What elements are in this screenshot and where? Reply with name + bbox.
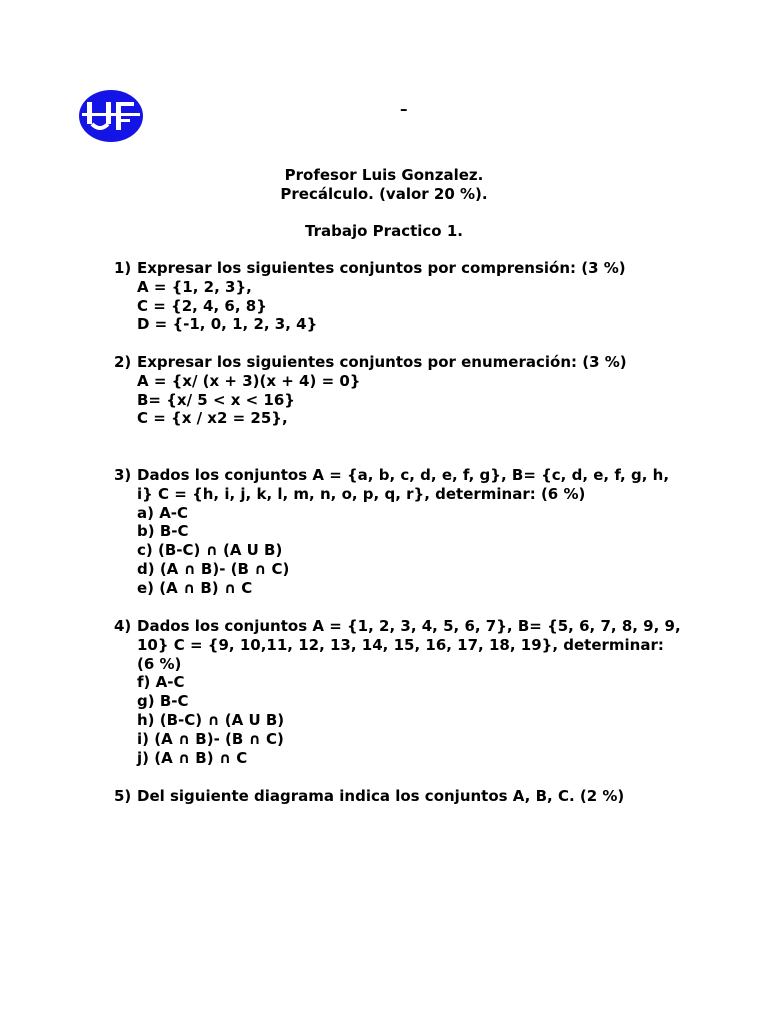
question-text: Expresar los siguientes conjuntos por comprensión: (3 %) (137, 259, 626, 277)
question-text: Dados los conjuntos A = {1, 2, 3, 4, 5, 6, 7}, B= {5, 6, 7, 8, 9, 9, (137, 617, 681, 635)
question-4 (114, 617, 694, 767)
question-line: c) (B-C) ∩ (A U B) (137, 541, 283, 560)
question-number: 5) (114, 787, 132, 805)
question-line: f) A-C (137, 673, 185, 692)
question-line: e) (A ∩ B) ∩ C (137, 578, 253, 597)
question-number: 1) (114, 259, 132, 277)
question-3 (114, 466, 694, 598)
question-line: h) (B-C) ∩ (A U B) (137, 710, 285, 729)
header-dash: – (400, 100, 408, 118)
question-line: i) (A ∩ B)- (B ∩ C) (137, 729, 284, 748)
question-number: 2) (114, 353, 132, 371)
assignment-title: Trabajo Practico 1. (305, 222, 463, 240)
question-2 (114, 353, 694, 428)
question-line: D = {-1, 0, 1, 2, 3, 4} (137, 315, 318, 334)
question-line: i} C = {h, i, j, k, l, m, n, o, p, q, r}, determinar: (6 %) (137, 484, 586, 503)
question-line: A = {1, 2, 3}, (137, 277, 252, 296)
question-line: g) B-C (137, 692, 189, 711)
question-line: j) (A ∩ B) ∩ C (137, 748, 248, 767)
course-title: Precálculo. (valor 20 %). (280, 185, 488, 203)
question-line: d) (A ∩ B)- (B ∩ C) (137, 559, 290, 578)
question-line: a) A-C (137, 503, 189, 522)
question-line: (6 %) (137, 654, 182, 673)
university-logo-icon (78, 89, 144, 143)
question-line: C = {2, 4, 6, 8} (137, 296, 267, 315)
question-line: A = {x/ (x + 3)(x + 4) = 0} (137, 371, 361, 390)
question-line: 10} C = {9, 10,11, 12, 13, 14, 15, 16, 17, 18, 19}, determinar: (137, 635, 664, 654)
question-5 (114, 787, 694, 806)
question-line: b) B-C (137, 522, 189, 541)
question-number: 4) (114, 617, 132, 635)
professor-name: Profesor Luis Gonzalez. (284, 166, 484, 184)
question-number: 3) (114, 466, 132, 484)
question-line: B= {x/ 5 < x < 16} (137, 390, 295, 409)
question-1 (114, 259, 694, 334)
question-text: Expresar los siguientes conjuntos por enumeración: (3 %) (137, 353, 627, 371)
question-line: C = {x / x2 = 25}, (137, 409, 288, 428)
question-text: Del siguiente diagrama indica los conjuntos A, B, C. (2 %) (137, 787, 625, 805)
question-text: Dados los conjuntos A = {a, b, c, d, e, f, g}, B= {c, d, e, f, g, h, (137, 466, 670, 484)
